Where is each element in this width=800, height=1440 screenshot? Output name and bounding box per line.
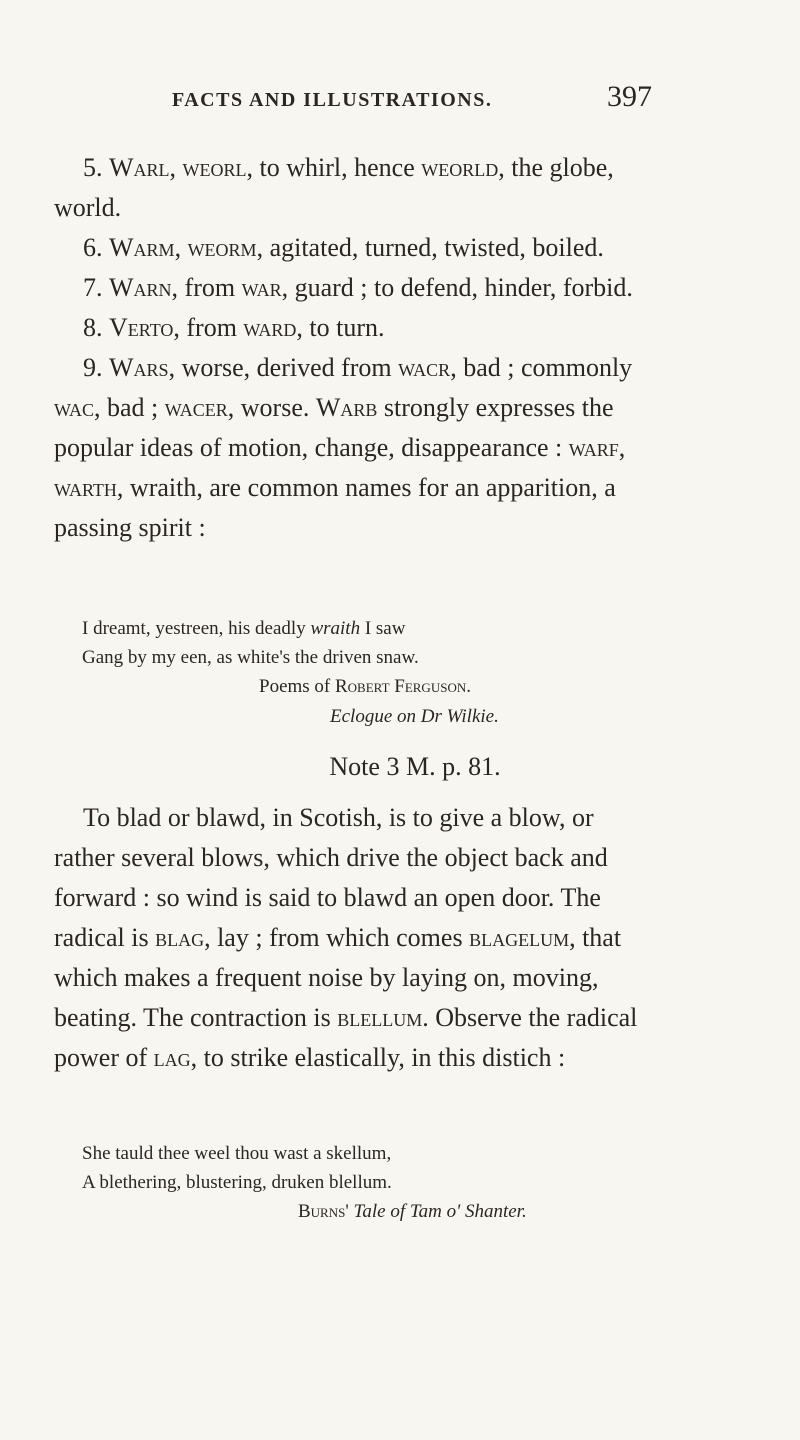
entry-head: Verto bbox=[109, 313, 174, 342]
quote-line: Gang by my een, as white's the driven snaw. bbox=[82, 647, 419, 668]
quote-line: I dreamt, yestreen, his deadly wraith I saw bbox=[82, 618, 406, 639]
page-number: 397 bbox=[607, 80, 652, 113]
note-heading: Note 3 M. p. 81. bbox=[329, 752, 501, 781]
note-paragraph: To blad or blawd, in Scotish, is to give a blow, or rather several blows, which drive the object back and forward : so wind is said to blawd an open door. The radical is blag, lay ; from which comes blagelum, that which makes a frequent noise by laying on, moving, beating. The contraction is blellum. Observe the radical power of lag, to strike elastically, in this distich : bbox=[54, 803, 638, 1072]
entry-7: 7. Warn, from war, guard ; to defend, hinder, forbid. bbox=[83, 273, 633, 302]
entry-head: Wars bbox=[109, 353, 169, 382]
quote-line: A blethering, blustering, druken blellum. bbox=[82, 1172, 392, 1193]
entry-6: 6. Warm, weorm, agitated, turned, twisted, boiled. bbox=[83, 233, 604, 262]
entry-head: Warm bbox=[109, 233, 175, 262]
quote-line: She tauld thee weel thou wast a skellum, bbox=[82, 1143, 392, 1164]
entry-head: Warl bbox=[109, 153, 170, 182]
entry-5: 5. Warl, weorl, to whirl, hence weorld, the globe, world. bbox=[54, 153, 614, 222]
quote-attribution: Poems of Robert Ferguson. bbox=[259, 676, 471, 697]
running-head bbox=[172, 80, 652, 120]
entries-block bbox=[54, 148, 652, 548]
running-title: FACTS AND ILLUSTRATIONS. bbox=[172, 89, 493, 111]
quote-source: Eclogue on Dr Wilkie. bbox=[330, 706, 499, 727]
entry-9: 9. Wars, worse, derived from wacr, bad ; commonly wac, bad ; wacer, worse. Warb strongly expresses the popular ideas of motion, change, disappearance : warf, warth, wraith, are common names for an apparition, a passing spirit : bbox=[54, 353, 633, 542]
quote-attribution: Burns' Tale of Tam o' Shanter. bbox=[298, 1201, 527, 1222]
entry-head: Warn bbox=[109, 273, 172, 302]
entry-8: 8. Verto, from ward, to turn. bbox=[83, 313, 385, 342]
